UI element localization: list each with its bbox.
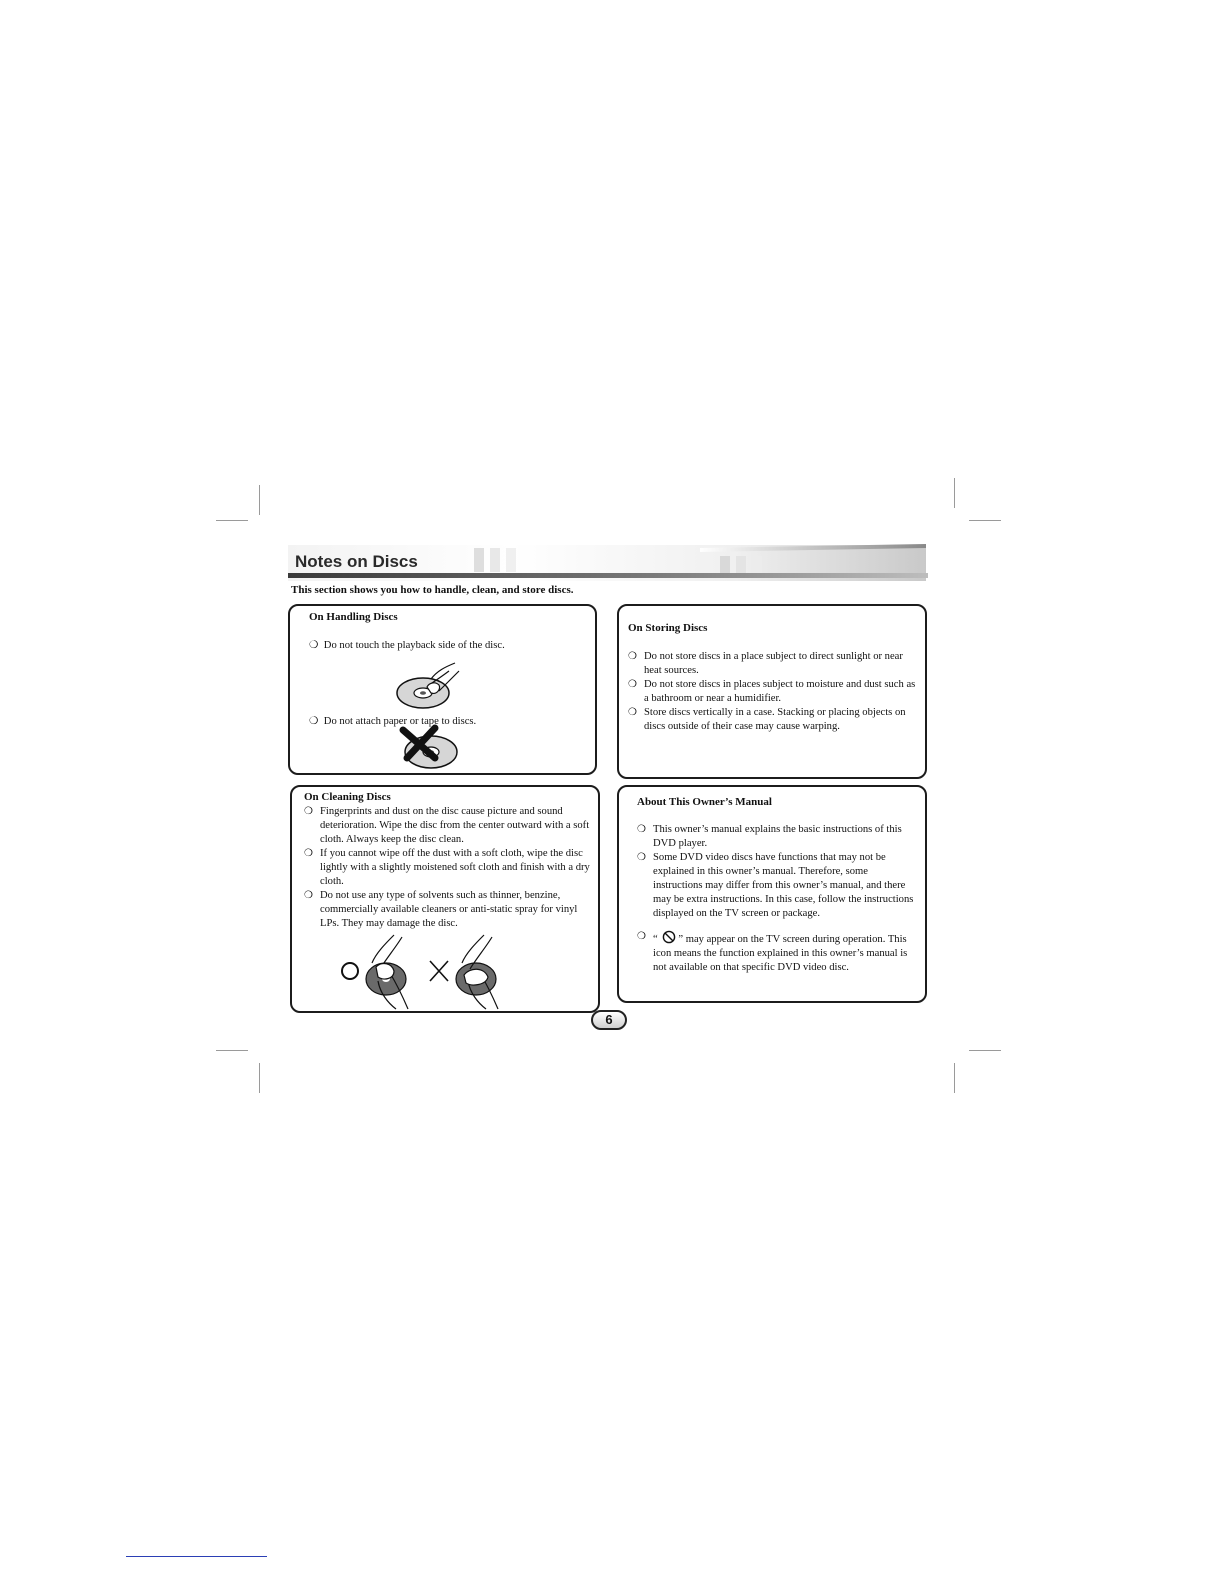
bullet-icon: ❍ (628, 651, 637, 662)
note-text: Do not use any type of solvents such as thinner, benzine, commercially available cleaners or anti-static spray for vinyl LPs. They may damage the disc. (320, 890, 578, 929)
list-item (304, 889, 598, 931)
note-text: Do not store discs in places subject to moisture and dust such as a bathroom or near a humidifier. (644, 679, 916, 704)
bullet-icon: ❍ (628, 707, 637, 718)
handling-discs-panel (288, 604, 597, 775)
list-item (637, 930, 919, 975)
crop-mark (259, 1063, 260, 1093)
header-decoration (506, 548, 516, 572)
cleaning-list (304, 805, 598, 931)
crop-mark (216, 520, 248, 521)
note-text: Do not store discs in a place subject to direct sunlight or near heat sources. (644, 651, 903, 676)
quote-open: “ (653, 934, 658, 945)
bullet-icon: ❍ (309, 716, 319, 727)
crop-mark (969, 1050, 1001, 1051)
page-number: 6 (591, 1010, 627, 1030)
manual-list (637, 823, 919, 975)
list-item (304, 805, 598, 847)
crop-mark (954, 1063, 955, 1093)
bullet-icon: ❍ (304, 806, 313, 817)
note-text: Fingerprints and dust on the disc cause picture and sound deterioration. Wipe the disc from the center outward with a soft cloth. Always keep the disc clean. (320, 806, 590, 845)
list-item (637, 823, 919, 851)
crop-mark (259, 485, 260, 515)
bullet-icon: ❍ (304, 848, 313, 859)
crop-mark (969, 520, 1001, 521)
bullet-icon: ❍ (304, 890, 313, 901)
panel-title: On Cleaning Discs (304, 791, 391, 803)
list-item (628, 650, 918, 678)
note-text: Some DVD video discs have functions that may not be explained in this owner’s manual. Therefore, some instructions may differ from this owner’s manual, and there may be extra instructions. In this case, follow the instructions displayed on the TV screen or package. (653, 852, 914, 919)
storing-list (628, 650, 918, 734)
header-decoration (490, 548, 500, 572)
wipe-disc-illustration (336, 933, 506, 1011)
cleaning-discs-panel (290, 785, 600, 1013)
bullet-icon: ❍ (637, 931, 646, 942)
panel-title: On Handling Discs (309, 611, 398, 623)
storing-discs-panel (617, 604, 927, 779)
tape-disc-illustration (395, 724, 461, 772)
panel-title: About This Owner’s Manual (637, 796, 772, 808)
note-text: Store discs vertically in a case. Stacking or placing objects on discs outside of their case may cause warping. (644, 707, 906, 732)
crop-mark (954, 478, 955, 508)
note-text: ” may appear on the TV screen during operation. This icon means the function explained in this owner’s manual is not available on that specific DVD video disc. (653, 934, 908, 973)
footer-rule (126, 1556, 267, 1557)
note-text: Do not touch the playback side of the disc. (323, 640, 505, 651)
bullet-icon: ❍ (309, 640, 319, 651)
note-text: Do not attach paper or tape to discs. (323, 716, 477, 727)
correct-mark-icon (342, 963, 358, 979)
list-item (628, 678, 918, 706)
wrong-mark-icon (430, 961, 448, 981)
touch-disc-illustration (393, 661, 467, 711)
header-underline (288, 573, 928, 578)
section-intro: This section shows you how to handle, clean, and store discs. (291, 584, 574, 596)
note-text: This owner’s manual explains the basic instructions of this DVD player. (653, 824, 902, 849)
handling-note-1 (309, 639, 505, 653)
bullet-icon: ❍ (637, 824, 646, 835)
note-text: If you cannot wipe off the dust with a soft cloth, wipe the disc lightly with a slightly moistened soft cloth and finish with a dry cloth. (320, 848, 590, 887)
bullet-icon: ❍ (628, 679, 637, 690)
list-item (637, 851, 919, 921)
list-item (628, 706, 918, 734)
crop-mark (216, 1050, 248, 1051)
owners-manual-panel (617, 785, 927, 1003)
list-item (304, 847, 598, 889)
bullet-icon: ❍ (637, 852, 646, 863)
panel-title: On Storing Discs (628, 622, 708, 634)
page-title: Notes on Discs (295, 552, 418, 571)
prohibited-icon (662, 930, 676, 944)
header-decoration (474, 548, 484, 572)
